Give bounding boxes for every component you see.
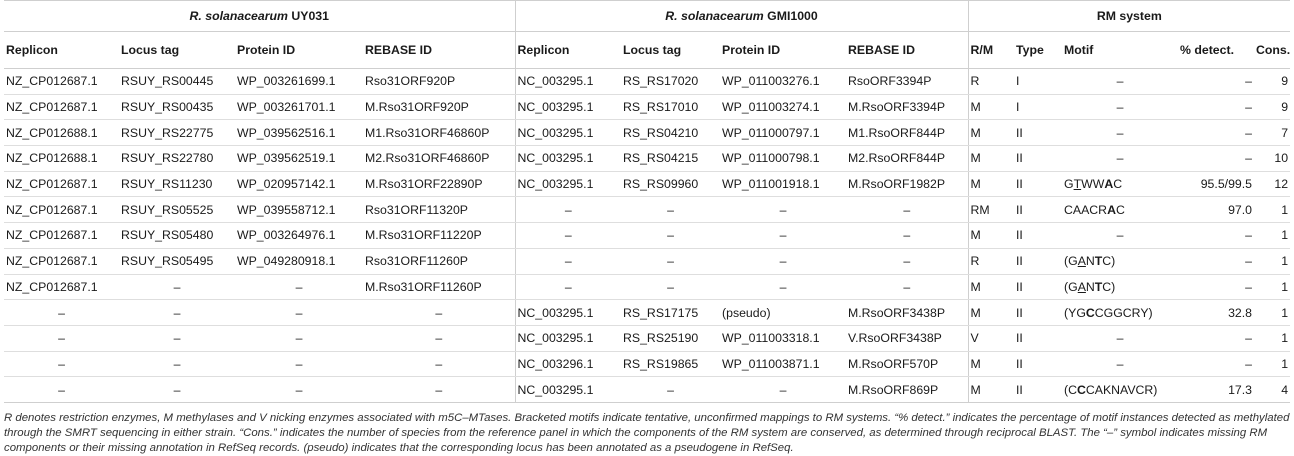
cell-gmi-rebase-id: – <box>846 274 968 300</box>
cell-gmi-locus-tag: RS_RS04215 <box>621 146 720 172</box>
cell-uy-replicon: NZ_CP012688.1 <box>4 146 119 172</box>
cell-percent-detected: – <box>1178 351 1254 377</box>
cell-percent-detected: – <box>1178 248 1254 274</box>
cell-conservation-count: 12 <box>1254 171 1290 197</box>
cell-conservation-count: 7 <box>1254 120 1290 146</box>
cell-enzyme-type: II <box>1014 223 1062 249</box>
cell-uy-replicon: NZ_CP012687.1 <box>4 171 119 197</box>
cell-conservation-count: 1 <box>1254 197 1290 223</box>
cell-uy-protein-id: WP_003261699.1 <box>235 69 363 95</box>
cell-rm-type-letter: R <box>968 248 1014 274</box>
cell-rm-type-letter: M <box>968 94 1014 120</box>
cell-enzyme-type: II <box>1014 197 1062 223</box>
cell-gmi-locus-tag: RS_RS17020 <box>621 69 720 95</box>
cell-percent-detected: – <box>1178 94 1254 120</box>
cell-percent-detected: – <box>1178 120 1254 146</box>
col-header-rm: R/M <box>968 32 1014 69</box>
table-row <box>4 248 1290 274</box>
gmi1000-species: R. solanacearum <box>665 9 764 23</box>
cell-conservation-count: 1 <box>1254 248 1290 274</box>
cell-uy-replicon: NZ_CP012687.1 <box>4 274 119 300</box>
cell-gmi-locus-tag: RS_RS25190 <box>621 325 720 351</box>
cell-gmi-protein-id: – <box>720 223 846 249</box>
table-row <box>4 223 1290 249</box>
cell-enzyme-type: I <box>1014 94 1062 120</box>
cell-percent-detected: – <box>1178 274 1254 300</box>
col-header-motif: Motif <box>1062 32 1178 69</box>
cell-gmi-replicon: NC_003295.1 <box>515 120 621 146</box>
cell-uy-replicon: – <box>4 300 119 326</box>
cell-uy-replicon: NZ_CP012687.1 <box>4 94 119 120</box>
cell-motif: (YGCCGGCRY) <box>1062 300 1178 326</box>
cell-gmi-replicon: – <box>515 197 621 223</box>
cell-enzyme-type: II <box>1014 325 1062 351</box>
table-row <box>4 325 1290 351</box>
cell-uy-locus-tag: RSUY_RS05525 <box>119 197 235 223</box>
cell-uy-replicon: NZ_CP012687.1 <box>4 69 119 95</box>
cell-gmi-replicon: NC_003296.1 <box>515 351 621 377</box>
cell-motif: (GANTC) <box>1062 274 1178 300</box>
cell-gmi-replicon: NC_003295.1 <box>515 377 621 403</box>
group-header-row <box>4 1 1290 32</box>
cell-uy-protein-id: – <box>235 274 363 300</box>
cell-conservation-count: 1 <box>1254 351 1290 377</box>
cell-gmi-protein-id: WP_011000797.1 <box>720 120 846 146</box>
cell-motif: – <box>1062 120 1178 146</box>
cell-gmi-protein-id: – <box>720 248 846 274</box>
table-body <box>4 69 1290 403</box>
cell-conservation-count: 1 <box>1254 274 1290 300</box>
cell-gmi-locus-tag: RS_RS09960 <box>621 171 720 197</box>
table-row <box>4 69 1290 95</box>
cell-uy-replicon: NZ_CP012687.1 <box>4 223 119 249</box>
table-row <box>4 120 1290 146</box>
gmi1000-strain: GMI1000 <box>767 9 818 23</box>
cell-uy-protein-id: – <box>235 300 363 326</box>
cell-rm-type-letter: M <box>968 300 1014 326</box>
cell-gmi-rebase-id: – <box>846 197 968 223</box>
cell-gmi-replicon: NC_003295.1 <box>515 325 621 351</box>
cell-gmi-replicon: NC_003295.1 <box>515 69 621 95</box>
cell-conservation-count: 4 <box>1254 377 1290 403</box>
cell-enzyme-type: II <box>1014 274 1062 300</box>
cell-percent-detected: 95.5/99.5 <box>1178 171 1254 197</box>
uy031-species: R. solanacearum <box>189 9 288 23</box>
cell-gmi-locus-tag: – <box>621 274 720 300</box>
cell-uy-locus-tag: RSUY_RS22780 <box>119 146 235 172</box>
cell-uy-replicon: – <box>4 325 119 351</box>
cell-uy-locus-tag: – <box>119 377 235 403</box>
cell-enzyme-type: I <box>1014 69 1062 95</box>
table-row <box>4 274 1290 300</box>
cell-uy-locus-tag: RSUY_RS00435 <box>119 94 235 120</box>
cell-enzyme-type: II <box>1014 146 1062 172</box>
cell-percent-detected: – <box>1178 69 1254 95</box>
col-header-replicon: Replicon <box>4 32 119 69</box>
cell-gmi-replicon: NC_003295.1 <box>515 171 621 197</box>
cell-enzyme-type: II <box>1014 171 1062 197</box>
cell-gmi-protein-id: WP_011001918.1 <box>720 171 846 197</box>
cell-motif: – <box>1062 223 1178 249</box>
cell-enzyme-type: II <box>1014 377 1062 403</box>
uy031-strain: UY031 <box>291 9 329 23</box>
cell-percent-detected: 32.8 <box>1178 300 1254 326</box>
cell-gmi-protein-id: WP_011003318.1 <box>720 325 846 351</box>
cell-uy-rebase-id: M.Rso31ORF920P <box>363 94 515 120</box>
cell-uy-replicon: NZ_CP012687.1 <box>4 197 119 223</box>
cell-uy-rebase-id: – <box>363 325 515 351</box>
col-header-replicon: Replicon <box>515 32 621 69</box>
cell-uy-locus-tag: RSUY_RS05480 <box>119 223 235 249</box>
cell-uy-locus-tag: RSUY_RS00445 <box>119 69 235 95</box>
table-row <box>4 171 1290 197</box>
table-row <box>4 94 1290 120</box>
cell-uy-rebase-id: – <box>363 377 515 403</box>
cell-rm-type-letter: V <box>968 325 1014 351</box>
cell-uy-locus-tag: RSUY_RS05495 <box>119 248 235 274</box>
cell-rm-type-letter: M <box>968 171 1014 197</box>
cell-motif: – <box>1062 69 1178 95</box>
cell-uy-protein-id: – <box>235 377 363 403</box>
col-header-locus-tag: Locus tag <box>119 32 235 69</box>
cell-motif: (CCCAKNAVCR) <box>1062 377 1178 403</box>
cell-uy-rebase-id: M.Rso31ORF11260P <box>363 274 515 300</box>
cell-gmi-rebase-id: – <box>846 223 968 249</box>
cell-gmi-locus-tag: – <box>621 248 720 274</box>
cell-gmi-rebase-id: M.RsoORF3394P <box>846 94 968 120</box>
cell-uy-protein-id: WP_003261701.1 <box>235 94 363 120</box>
cell-motif: – <box>1062 325 1178 351</box>
cell-uy-rebase-id: – <box>363 351 515 377</box>
cell-uy-rebase-id: Rso31ORF920P <box>363 69 515 95</box>
cell-uy-protein-id: WP_049280918.1 <box>235 248 363 274</box>
cell-gmi-protein-id: – <box>720 274 846 300</box>
table-row <box>4 351 1290 377</box>
cell-rm-type-letter: M <box>968 274 1014 300</box>
cell-uy-rebase-id: M.Rso31ORF11220P <box>363 223 515 249</box>
cell-gmi-protein-id: – <box>720 197 846 223</box>
cell-uy-rebase-id: – <box>363 300 515 326</box>
cell-gmi-rebase-id: RsoORF3394P <box>846 69 968 95</box>
cell-gmi-locus-tag: – <box>621 223 720 249</box>
col-header-protein-id: Protein ID <box>235 32 363 69</box>
col-header-rebase-id: REBASE ID <box>363 32 515 69</box>
group-header-gmi1000 <box>515 1 968 32</box>
cell-gmi-protein-id: – <box>720 377 846 403</box>
col-header-cons: Cons. <box>1254 32 1290 69</box>
cell-uy-protein-id: WP_020957142.1 <box>235 171 363 197</box>
cell-uy-replicon: NZ_CP012687.1 <box>4 248 119 274</box>
cell-rm-type-letter: M <box>968 377 1014 403</box>
col-header-locus-tag: Locus tag <box>621 32 720 69</box>
col-header-detect: % detect. <box>1178 32 1254 69</box>
table-row <box>4 197 1290 223</box>
col-header-type: Type <box>1014 32 1062 69</box>
cell-motif: – <box>1062 94 1178 120</box>
cell-percent-detected: – <box>1178 325 1254 351</box>
cell-conservation-count: 1 <box>1254 300 1290 326</box>
cell-rm-type-letter: R <box>968 69 1014 95</box>
cell-gmi-replicon: – <box>515 274 621 300</box>
cell-uy-replicon: – <box>4 377 119 403</box>
cell-percent-detected: 17.3 <box>1178 377 1254 403</box>
cell-gmi-locus-tag: RS_RS04210 <box>621 120 720 146</box>
table-caption: R denotes restriction enzymes, M methylases and V nicking enzymes associated with m5C–MTases. Bracketed motifs indicate tentative, unconfirmed mappings to RM systems. “% detect.” indicates the percentage of motif instances detected as methylated through the SMRT sequencing in either strain. “Cons.” indicates the number of species from the reference panel in which the components of the RM system are conserved, as determined through reciprocal BLAST. The “–” symbol indicates missing RM components or their missing annotation in RefSeq records. (pseudo) indicates that the corresponding locus has been annotated as a pseudogene in RefSeq. <box>4 411 1290 454</box>
table-row <box>4 377 1290 403</box>
cell-gmi-rebase-id: M.RsoORF570P <box>846 351 968 377</box>
cell-uy-locus-tag: – <box>119 325 235 351</box>
cell-gmi-locus-tag: – <box>621 377 720 403</box>
cell-gmi-replicon: NC_003295.1 <box>515 300 621 326</box>
cell-gmi-replicon: – <box>515 223 621 249</box>
cell-gmi-rebase-id: – <box>846 248 968 274</box>
cell-uy-protein-id: – <box>235 351 363 377</box>
cell-gmi-locus-tag: RS_RS17175 <box>621 300 720 326</box>
cell-gmi-locus-tag: RS_RS19865 <box>621 351 720 377</box>
cell-enzyme-type: II <box>1014 120 1062 146</box>
cell-gmi-rebase-id: M.RsoORF3438P <box>846 300 968 326</box>
cell-conservation-count: 9 <box>1254 69 1290 95</box>
cell-rm-type-letter: M <box>968 146 1014 172</box>
cell-uy-protein-id: WP_003264976.1 <box>235 223 363 249</box>
cell-gmi-locus-tag: – <box>621 197 720 223</box>
cell-gmi-rebase-id: M.RsoORF1982P <box>846 171 968 197</box>
cell-gmi-protein-id: WP_011003276.1 <box>720 69 846 95</box>
cell-uy-rebase-id: M1.Rso31ORF46860P <box>363 120 515 146</box>
cell-rm-type-letter: M <box>968 223 1014 249</box>
cell-uy-replicon: NZ_CP012688.1 <box>4 120 119 146</box>
cell-uy-protein-id: WP_039562516.1 <box>235 120 363 146</box>
column-header-row <box>4 32 1290 69</box>
cell-uy-locus-tag: – <box>119 351 235 377</box>
cell-gmi-replicon: NC_003295.1 <box>515 146 621 172</box>
cell-uy-rebase-id: M2.Rso31ORF46860P <box>363 146 515 172</box>
cell-gmi-protein-id: WP_011003871.1 <box>720 351 846 377</box>
table-row <box>4 146 1290 172</box>
cell-gmi-replicon: NC_003295.1 <box>515 94 621 120</box>
cell-gmi-protein-id: WP_011000798.1 <box>720 146 846 172</box>
table-row <box>4 300 1290 326</box>
cell-uy-protein-id: – <box>235 325 363 351</box>
cell-motif: CAACRAC <box>1062 197 1178 223</box>
cell-gmi-rebase-id: M1.RsoORF844P <box>846 120 968 146</box>
cell-uy-rebase-id: Rso31ORF11320P <box>363 197 515 223</box>
cell-rm-type-letter: M <box>968 120 1014 146</box>
col-header-rebase-id: REBASE ID <box>846 32 968 69</box>
cell-gmi-protein-id: (pseudo) <box>720 300 846 326</box>
cell-motif: – <box>1062 146 1178 172</box>
rm-systems-table <box>4 0 1290 403</box>
cell-uy-locus-tag: RSUY_RS11230 <box>119 171 235 197</box>
cell-conservation-count: 10 <box>1254 146 1290 172</box>
cell-gmi-replicon: – <box>515 248 621 274</box>
cell-gmi-locus-tag: RS_RS17010 <box>621 94 720 120</box>
cell-gmi-rebase-id: V.RsoORF3438P <box>846 325 968 351</box>
group-header-uy031 <box>4 1 515 32</box>
cell-rm-type-letter: M <box>968 351 1014 377</box>
cell-uy-replicon: – <box>4 351 119 377</box>
cell-uy-locus-tag: – <box>119 300 235 326</box>
cell-conservation-count: 9 <box>1254 94 1290 120</box>
cell-conservation-count: 1 <box>1254 325 1290 351</box>
cell-gmi-rebase-id: M2.RsoORF844P <box>846 146 968 172</box>
cell-uy-rebase-id: Rso31ORF11260P <box>363 248 515 274</box>
cell-conservation-count: 1 <box>1254 223 1290 249</box>
cell-gmi-protein-id: WP_011003274.1 <box>720 94 846 120</box>
cell-uy-protein-id: WP_039562519.1 <box>235 146 363 172</box>
cell-percent-detected: – <box>1178 223 1254 249</box>
cell-motif: (GANTC) <box>1062 248 1178 274</box>
cell-enzyme-type: II <box>1014 300 1062 326</box>
cell-rm-type-letter: RM <box>968 197 1014 223</box>
cell-percent-detected: 97.0 <box>1178 197 1254 223</box>
group-header-rm-system: RM system <box>968 1 1290 32</box>
cell-gmi-rebase-id: M.RsoORF869P <box>846 377 968 403</box>
col-header-protein-id: Protein ID <box>720 32 846 69</box>
cell-uy-locus-tag: RSUY_RS22775 <box>119 120 235 146</box>
cell-uy-rebase-id: M.Rso31ORF22890P <box>363 171 515 197</box>
cell-motif: – <box>1062 351 1178 377</box>
cell-uy-protein-id: WP_039558712.1 <box>235 197 363 223</box>
cell-motif: GTWWAC <box>1062 171 1178 197</box>
cell-percent-detected: – <box>1178 146 1254 172</box>
cell-uy-locus-tag: – <box>119 274 235 300</box>
cell-enzyme-type: II <box>1014 248 1062 274</box>
cell-enzyme-type: II <box>1014 351 1062 377</box>
